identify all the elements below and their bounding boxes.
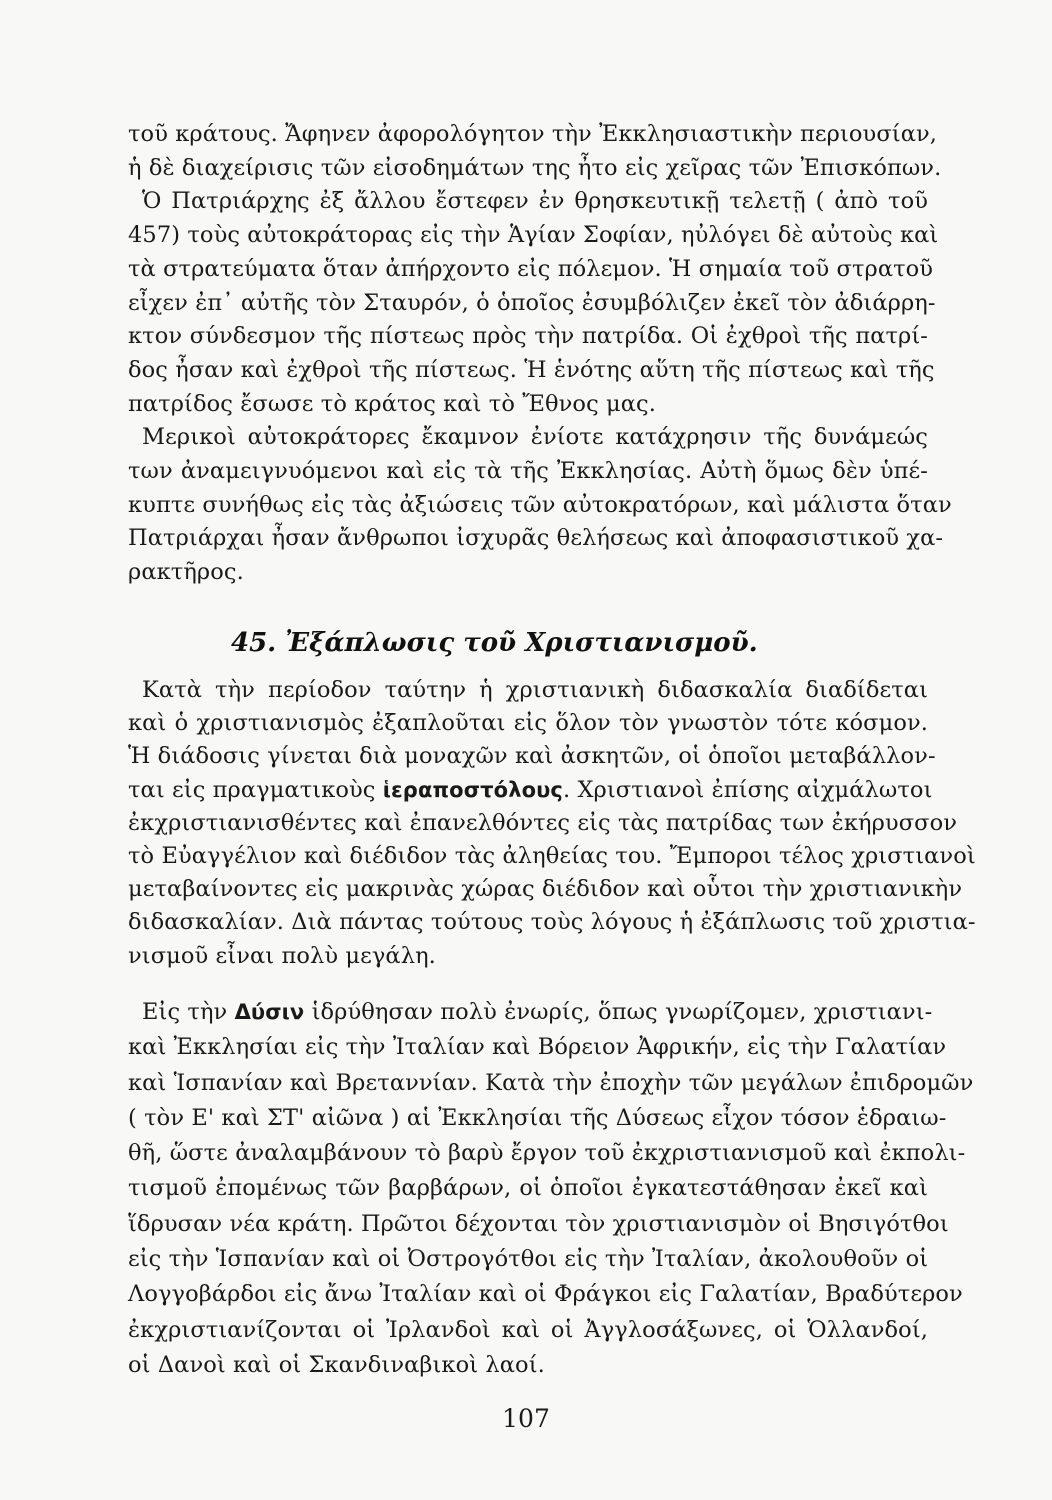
para3-line-5: ρακτῆρος. [128,559,244,586]
para3-line-4: Πατριάρχαι ἦσαν ἄνθρωποι ἰσχυρᾶς θελήσεως καὶ ἀποφασιστικοῦ χα- [128,525,944,552]
para5-line-11: οἱ Δανοὶ καὶ οἱ Σκανδιναβικοὶ λαοί. [128,1351,545,1378]
para5-line-8: εἰς τὴν Ἱσπανίαν καὶ οἱ Ὀστρογότθοι εἰς τὴν Ἰταλίαν, ἀκολουθοῦν οἱ [128,1246,929,1273]
para2-line-1: Ὁ Πατριάρχης ἐξ ἄλλου ἔστεφεν ἐν θρησκευτικῇ τελετῇ ( ἀπὸ τοῦ [142,188,928,215]
para4-line-8: διδασκαλίαν. Διὰ πάντας τούτους τοὺς λόγους ἡ ἐξάπλωσις τοῦ χριστια- [128,909,976,936]
para5-line-1-post: ἱδρύθησαν πολὺ ἐνωρίς, ὅπως γνωρίζομεν, χριστιανι- [304,999,933,1025]
para2-line-5: κτον σύνδεσμον τῆς πίστεως πρὸς τὴν πατρίδα. Οἱ ἐχθροὶ τῆς πατρί- [128,323,928,350]
lower-text-block [128,995,974,1383]
para1-line-2: ἡ δὲ διαχείρισις τῶν εἰσοδημάτων της ἦτο εἰς χεῖρας τῶν Ἐπισκόπων. [128,154,942,181]
para5-line-7: ἵδρυσαν νέα κράτη. Πρῶτοι δέχονται τὸν χριστιανισμὸν οἱ Βησιγότθοι [128,1210,949,1237]
section-heading: 45. Ἐξάπλωσις τοῦ Χριστιανισμοῦ. [231,628,758,658]
para5-line-6: τισμοῦ ἐπομένως τῶν βαρβάρων, οἱ ὁποῖοι ἐγκατεστάθησαν ἐκεῖ καὶ [128,1175,928,1202]
term-missionaries: ἱεραποστόλους [382,777,563,802]
para5-line-4: ( τὸν Ε' καὶ ΣΤ' αἰῶνα ) αἱ Ἐκκλησίαι τῆς Δύσεως εἶχον τόσον ἑδραιω- [128,1104,947,1131]
para4-line-1: Κατὰ τὴν περίοδον ταύτην ἡ χριστιανικὴ διδασκαλία διαδίδεται [142,677,928,703]
para5-line-10: ἐκχριστιανίζονται οἱ Ἰρλανδοὶ καὶ οἱ Ἀγγλοσάξωνες, οἱ Ὁλλανδοί, [128,1316,928,1343]
upper-text-block [128,118,952,590]
para4-line-4-post: . Χριστιανοὶ ἐπίσης αἰχμάλωτοι [562,776,933,803]
para5-line-9: Λογγοβάρδοι εἰς ἄνω Ἰταλίαν καὶ οἱ Φράγκοι εἰς Γαλατίαν, Βραδύτερον [128,1281,963,1308]
para2-line-3: τὰ στρατεύματα ὅταν ἀπήρχοντο εἰς πόλεμον. Ἡ σημαία τοῦ στρατοῦ [128,255,934,282]
para2-line-6: δος ἦσαν καὶ ἐχθροὶ τῆς πίστεως. Ἡ ἑνότης αὕτη τῆς πίστεως καὶ τῆς [128,356,935,383]
para4-line-2: καὶ ὁ χριστιανισμὸς ἐξαπλοῦται εἰς ὅλον τὸν γνωστὸν τότε κόσμον. [128,710,928,737]
para4-line-4-pre: ται εἰς πραγματικοὺς [128,776,383,803]
para4-line-7: μεταβαίνοντες εἰς μακρινὰς χώρας διέδιδον καὶ οὗτοι τὴν χριστιανικὴν [128,876,963,903]
para2-line-4: εἶχεν ἐπ᾽ αὐτῆς τὸν Σταυρόν, ὁ ὁποῖος ἐσυμβόλιζεν ἐκεῖ τὸν ἀδιάρρη- [128,289,936,316]
page-number: 107 [502,1404,550,1433]
para5-line-5: θῆ, ὥστε ἀναλαμβάνουν τὸ βαρὺ ἔργον τοῦ ἐκχριστιανισμοῦ καὶ ἐκπολι- [128,1140,966,1167]
para4-line-4 [128,774,933,807]
term-west: Δύσιν [234,1000,305,1024]
para3-line-2: των ἀναμειγνυόμενοι καὶ εἰς τὰ τῆς Ἐκκλησίας. Αὐτὴ ὅμως δὲν ὑπέ- [128,458,928,485]
para2-line-2: 457) τοὺς αὐτοκράτορας εἰς τὴν Ἁγίαν Σοφίαν, ηὐλόγει δὲ αὐτοὺς καὶ [128,222,939,249]
para2-line-7: πατρίδος ἔσωσε τὸ κράτος καὶ τὸ Ἔθνος μας. [128,390,657,417]
para4-line-3: Ἡ διάδοσις γίνεται διὰ μοναχῶν καὶ ἀσκητῶν, οἱ ὁποῖοι μεταβάλλον- [128,743,936,770]
para4-line-9: νισμοῦ εἶναι πολὺ μεγάλη. [128,942,436,969]
para4-line-6: τὸ Εὐαγγέλιον καὶ διέδιδον τὰς ἀληθείας του. Ἔμποροι τέλος χριστιανοὶ [128,843,976,870]
para5-line-1-pre: Εἰς τὴν [142,999,235,1025]
para3-line-3: κυπτε συνήθως εἰς τὰς ἀξιώσεις τῶν αὐτοκρατόρων, καὶ μάλιστα ὅταν [128,491,952,518]
middle-text-block [128,674,976,973]
para3-line-1: Μερικοὶ αὐτοκράτορες ἔκαμνον ἐνίοτε κατάχρησιν τῆς δυνάμεώς [142,424,928,451]
para5-line-1 [128,995,933,1030]
para4-line-5: ἐκχριστιανισθέντες καὶ ἐπανελθόντες εἰς τὰς πατρίδας των ἐκήρυσσον [128,809,958,836]
para5-line-2: καὶ Ἐκκλησίαι εἰς τὴν Ἰταλίαν καὶ Βόρειον Ἀφρικήν, εἰς τὴν Γαλατίαν [128,1034,947,1061]
para5-line-3: καὶ Ἱσπανίαν καὶ Βρεταννίαν. Κατὰ τὴν ἐποχὴν τῶν μεγάλων ἐπιδρομῶν [128,1069,974,1096]
para1-line-1: τοῦ κράτους. Ἄφηνεν ἀφορολόγητον τὴν Ἐκκλησιαστικὴν περιουσίαν, [128,121,938,147]
